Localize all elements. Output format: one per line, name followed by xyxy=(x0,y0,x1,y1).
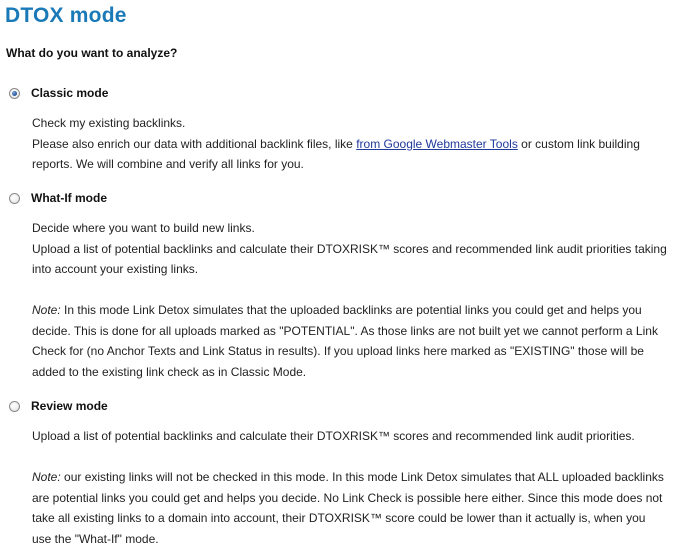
classic-mode-line2 xyxy=(32,134,668,175)
page-title: DTOX mode xyxy=(5,4,127,27)
what-if-mode-label[interactable]: What-If mode xyxy=(31,191,107,205)
review-note-label: Note: xyxy=(32,470,61,484)
review-mode-note xyxy=(32,467,668,549)
classic-mode-option[interactable] xyxy=(9,86,108,100)
classic-mode-description xyxy=(32,113,668,175)
classic-mode-line1: Check my existing backlinks. xyxy=(32,116,186,130)
what-if-mode-option[interactable] xyxy=(9,191,107,205)
classic-mode-line2-suffix: or custom link building reports. We will combine and verify all links for you. xyxy=(32,136,640,171)
what-if-note-label: Note: xyxy=(32,303,61,317)
review-mode-line1: Upload a list of potential backlinks and calculate their DTOXRISK™ scores and recommended link audit priorities. xyxy=(32,429,635,443)
review-mode-radio[interactable] xyxy=(9,401,20,412)
classic-mode-label[interactable]: Classic mode xyxy=(31,86,109,100)
classic-mode-line2-prefix: Please also enrich our data with additional backlink files, like xyxy=(32,136,357,151)
what-if-mode-note xyxy=(32,300,668,382)
classic-mode-radio[interactable] xyxy=(9,88,20,99)
what-if-mode-line2: Upload a list of potential backlinks and calculate their DTOXRISK™ scores and recommended link audit priorities taking into account your existing links. xyxy=(32,241,667,276)
what-if-note-text: In this mode Link Detox simulates that the uploaded backlinks are potential links you could get and helps you decide. This is done for all uploads marked as "POTENTIAL". As those links are not built yet we cannot perform a Link Check for (no Anchor Texts and Link Status in results). If you upload links here marked as "EXISTING" those will be added to the existing link check as in Classic Mode. xyxy=(32,303,658,379)
review-mode-description xyxy=(32,426,668,549)
analyze-question: What do you want to analyze? xyxy=(6,46,178,60)
review-note-text: our existing links will not be checked in this mode. In this mode Link Detox simulates that ALL uploaded backlinks are potential links you could get and helps you decide. No Link Check is possible here either. Since this mode does not take all existing links to a domain into account, their DTOXRISK™ score could be lower than it actually is, when you use the "What-If" mode. xyxy=(32,470,664,546)
review-mode-option[interactable] xyxy=(9,399,108,413)
review-mode-label[interactable]: Review mode xyxy=(31,399,108,413)
what-if-mode-line1: Decide where you want to build new links. xyxy=(32,221,255,235)
what-if-mode-description xyxy=(32,218,668,382)
what-if-mode-radio[interactable] xyxy=(9,193,20,204)
google-webmaster-tools-link[interactable]: from Google Webmaster Tools xyxy=(356,136,518,151)
